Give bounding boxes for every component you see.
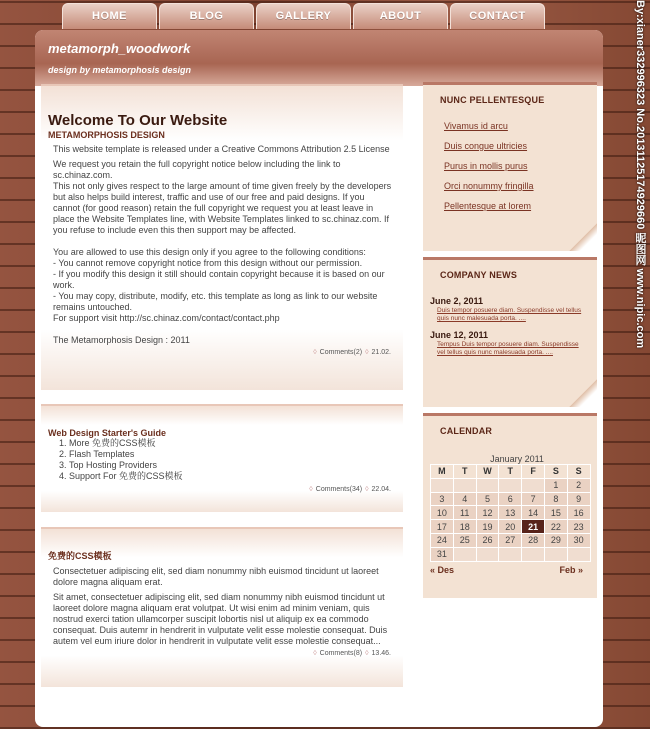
- calendar-day[interactable]: 6: [499, 492, 522, 506]
- calendar-day[interactable]: 13: [499, 506, 522, 520]
- post-paragraph: We request you retain the full copyright notice below including the link to sc.chinaz.com.: [53, 159, 341, 180]
- sidebar-title: COMPANY NEWS: [440, 270, 518, 280]
- calendar-empty-cell: [522, 547, 545, 561]
- comments-link[interactable]: Comments(2): [319, 349, 363, 356]
- calendar-day[interactable]: 9: [567, 492, 590, 506]
- post-welcome: [41, 84, 403, 390]
- sidebar-title: CALENDAR: [440, 426, 493, 436]
- calendar-day[interactable]: 24: [431, 533, 454, 547]
- calendar-day[interactable]: 3: [431, 492, 454, 506]
- calendar-day[interactable]: 20: [499, 520, 522, 534]
- calendar-day[interactable]: 27: [499, 533, 522, 547]
- calendar-empty-cell: [453, 547, 476, 561]
- calendar-empty-cell: [499, 547, 522, 561]
- post-date: 13.46.: [371, 650, 391, 657]
- calendar-day[interactable]: 5: [476, 492, 499, 506]
- calendar-day[interactable]: 29: [544, 533, 567, 547]
- main-nav: [62, 3, 545, 29]
- nav-gallery[interactable]: GALLERY: [256, 3, 351, 29]
- calendar-day[interactable]: 4: [453, 492, 476, 506]
- calendar-day[interactable]: 14: [522, 506, 545, 520]
- site-title: metamorph_woodwork: [48, 41, 191, 56]
- post-css-templates: [41, 527, 403, 687]
- news-date: June 12, 2011: [430, 330, 489, 340]
- post-paragraph: - You cannot remove copyright notice from this design without our permission.: [53, 258, 363, 268]
- sidebar-link[interactable]: Vivamus id arcu: [444, 121, 508, 131]
- page-container: [35, 30, 603, 727]
- calendar-empty-cell: [431, 478, 454, 492]
- calendar-day[interactable]: 1: [544, 478, 567, 492]
- post-list: [69, 438, 403, 482]
- calendar-day[interactable]: 8: [544, 492, 567, 506]
- page-curl-decoration: [569, 379, 597, 407]
- sidebar-link[interactable]: Orci nonummy fringilla: [444, 181, 534, 191]
- calendar-day[interactable]: 19: [476, 520, 499, 534]
- calendar-empty-cell: [544, 547, 567, 561]
- calendar-day[interactable]: 18: [453, 520, 476, 534]
- calendar-day[interactable]: 16: [567, 506, 590, 520]
- calendar-table: [430, 464, 591, 562]
- calendar-day[interactable]: 30: [567, 533, 590, 547]
- calendar-day[interactable]: 2: [567, 478, 590, 492]
- calendar-weekday: T: [453, 465, 476, 479]
- calendar-day[interactable]: 28: [522, 533, 545, 547]
- list-item[interactable]: 2. Flash Templates: [69, 449, 403, 460]
- calendar-next-link[interactable]: Feb »: [559, 564, 583, 575]
- post-subtitle: METAMORPHOSIS DESIGN: [48, 130, 165, 140]
- calendar-day[interactable]: 10: [431, 506, 454, 520]
- watermark-text: By:xianer332996323 No.20131125174929660 昵图网 www.nipic.com: [634, 0, 646, 349]
- news-link[interactable]: Tempus Duis tempor posuere diam. Suspendisse vel tellus quis nunc malesuada porta. ....: [437, 341, 579, 356]
- post-paragraph: This not only gives respect to the large amount of time given freely by the developers but also helps build interest, traffic and use of our free and paid designs. If you cannot (for good reason) retain the full copyright we request you at least leave in place the Website Templates line, with Website Templates linked to sc.chinaz.com. If you refuse to include even this then support may be affected.: [53, 181, 392, 235]
- sidebar-links: [423, 121, 597, 211]
- post-title: Web Design Starter's Guide: [48, 428, 167, 438]
- news-link[interactable]: Duis tempor posuere diam. Suspendisse vel tellus quis nunc malesuada porta. ....: [437, 307, 582, 322]
- nav-about[interactable]: ABOUT: [353, 3, 448, 29]
- post-meta: ◊ Comments(2) ◊ 21.02.: [313, 349, 391, 356]
- sidebar-link[interactable]: Duis congue ultricies: [444, 141, 528, 151]
- calendar-weekday: T: [499, 465, 522, 479]
- calendar-empty-cell: [522, 478, 545, 492]
- news-date: June 2, 2011: [430, 296, 484, 306]
- calendar-day[interactable]: 25: [453, 533, 476, 547]
- post-meta: ◊ Comments(34) ◊ 22.04.: [309, 486, 391, 493]
- calendar-weekday: S: [544, 465, 567, 479]
- calendar-empty-cell: [476, 478, 499, 492]
- post-paragraph: Sit amet, consectetuer adipiscing elit, sed diam nonummy nibh euismod tincidunt ut laoreet dolore magna aliquam erat volutpat. Ut wisi enim ad minim veniam, quis nostrud exerci tation ullamcorper suscipit lobortis nisl ut aliquip ex ea commodo consequat. Duis autemr in hendrerit in vulputate velit esse molestie consequat. Duis autem vel eum iriure dolor in hendrerit in vulputate velit esse molestie consequat...: [53, 592, 388, 646]
- post-paragraph: You are allowed to use this design only if you agree to the following conditions:: [53, 247, 366, 257]
- sidebar-link[interactable]: Pellentesque at lorem: [444, 201, 532, 211]
- calendar-day[interactable]: 17: [431, 520, 454, 534]
- post-title: Welcome To Our Website: [48, 112, 228, 129]
- calendar-day[interactable]: 11: [453, 506, 476, 520]
- calendar-weekday: W: [476, 465, 499, 479]
- post-date: 22.04.: [371, 486, 391, 493]
- page-curl-decoration: [569, 223, 597, 251]
- sidebar-links-box: [423, 82, 597, 251]
- calendar-day[interactable]: 31: [431, 547, 454, 561]
- post-signature: The Metamorphosis Design : 2011: [53, 335, 190, 345]
- calendar-prev-link[interactable]: « Des: [430, 564, 455, 575]
- calendar-day[interactable]: 12: [476, 506, 499, 520]
- calendar-weekday: M: [431, 465, 454, 479]
- calendar-day[interactable]: 26: [476, 533, 499, 547]
- post-meta: ◊ Comments(8) ◊ 13.46.: [313, 650, 391, 657]
- calendar-empty-cell: [499, 478, 522, 492]
- list-item[interactable]: 1. More 免费的CSS模板: [69, 438, 403, 449]
- calendar-month: January 2011: [490, 454, 544, 464]
- sidebar-news-box: [423, 257, 597, 407]
- calendar-empty-cell: [476, 547, 499, 561]
- comments-link[interactable]: Comments(34): [315, 486, 363, 493]
- comments-link[interactable]: Comments(8): [319, 650, 363, 657]
- calendar-empty-cell: [453, 478, 476, 492]
- site-header: [35, 30, 603, 86]
- post-paragraph: - If you modify this design it still should contain copyright because it is based on our work.: [53, 269, 385, 290]
- post-title: 免费的CSS模板: [48, 551, 112, 561]
- site-subtitle: design by metamorphosis design: [48, 65, 192, 75]
- list-item[interactable]: 4. Support For 免费的CSS模板: [69, 471, 403, 482]
- nav-home[interactable]: HOME: [62, 3, 157, 29]
- post-starter-guide: [41, 404, 403, 512]
- post-paragraph: Consectetuer adipiscing elit, sed diam nonummy nibh euismod tincidunt ut laoreet dolore magna aliquam erat.: [53, 566, 379, 587]
- post-paragraph: - You may copy, distribute, modify, etc. this template as long as link to our website remains untouched.: [53, 291, 378, 312]
- calendar-day[interactable]: 21: [522, 520, 545, 534]
- post-paragraph: This website template is released under a Creative Commons Attribution 2.5 License: [53, 144, 390, 154]
- calendar-day[interactable]: 23: [567, 520, 590, 534]
- nav-contact[interactable]: CONTACT: [450, 3, 545, 29]
- list-item[interactable]: 3. Top Hosting Providers: [69, 460, 403, 471]
- nav-blog[interactable]: BLOG: [159, 3, 254, 29]
- calendar-day[interactable]: 15: [544, 506, 567, 520]
- calendar-weekday: F: [522, 465, 545, 479]
- sidebar-calendar-box: [423, 413, 597, 598]
- sidebar-title: NUNC PELLENTESQUE: [440, 95, 545, 105]
- calendar-day[interactable]: 7: [522, 492, 545, 506]
- calendar-empty-cell: [567, 547, 590, 561]
- calendar-nav: [430, 565, 583, 575]
- post-paragraph: For support visit http://sc.chinaz.com/contact/contact.php: [53, 313, 280, 323]
- sidebar-link[interactable]: Purus in mollis purus: [444, 161, 528, 171]
- calendar-weekday: S: [567, 465, 590, 479]
- calendar-day[interactable]: 22: [544, 520, 567, 534]
- post-date: 21.02.: [371, 349, 391, 356]
